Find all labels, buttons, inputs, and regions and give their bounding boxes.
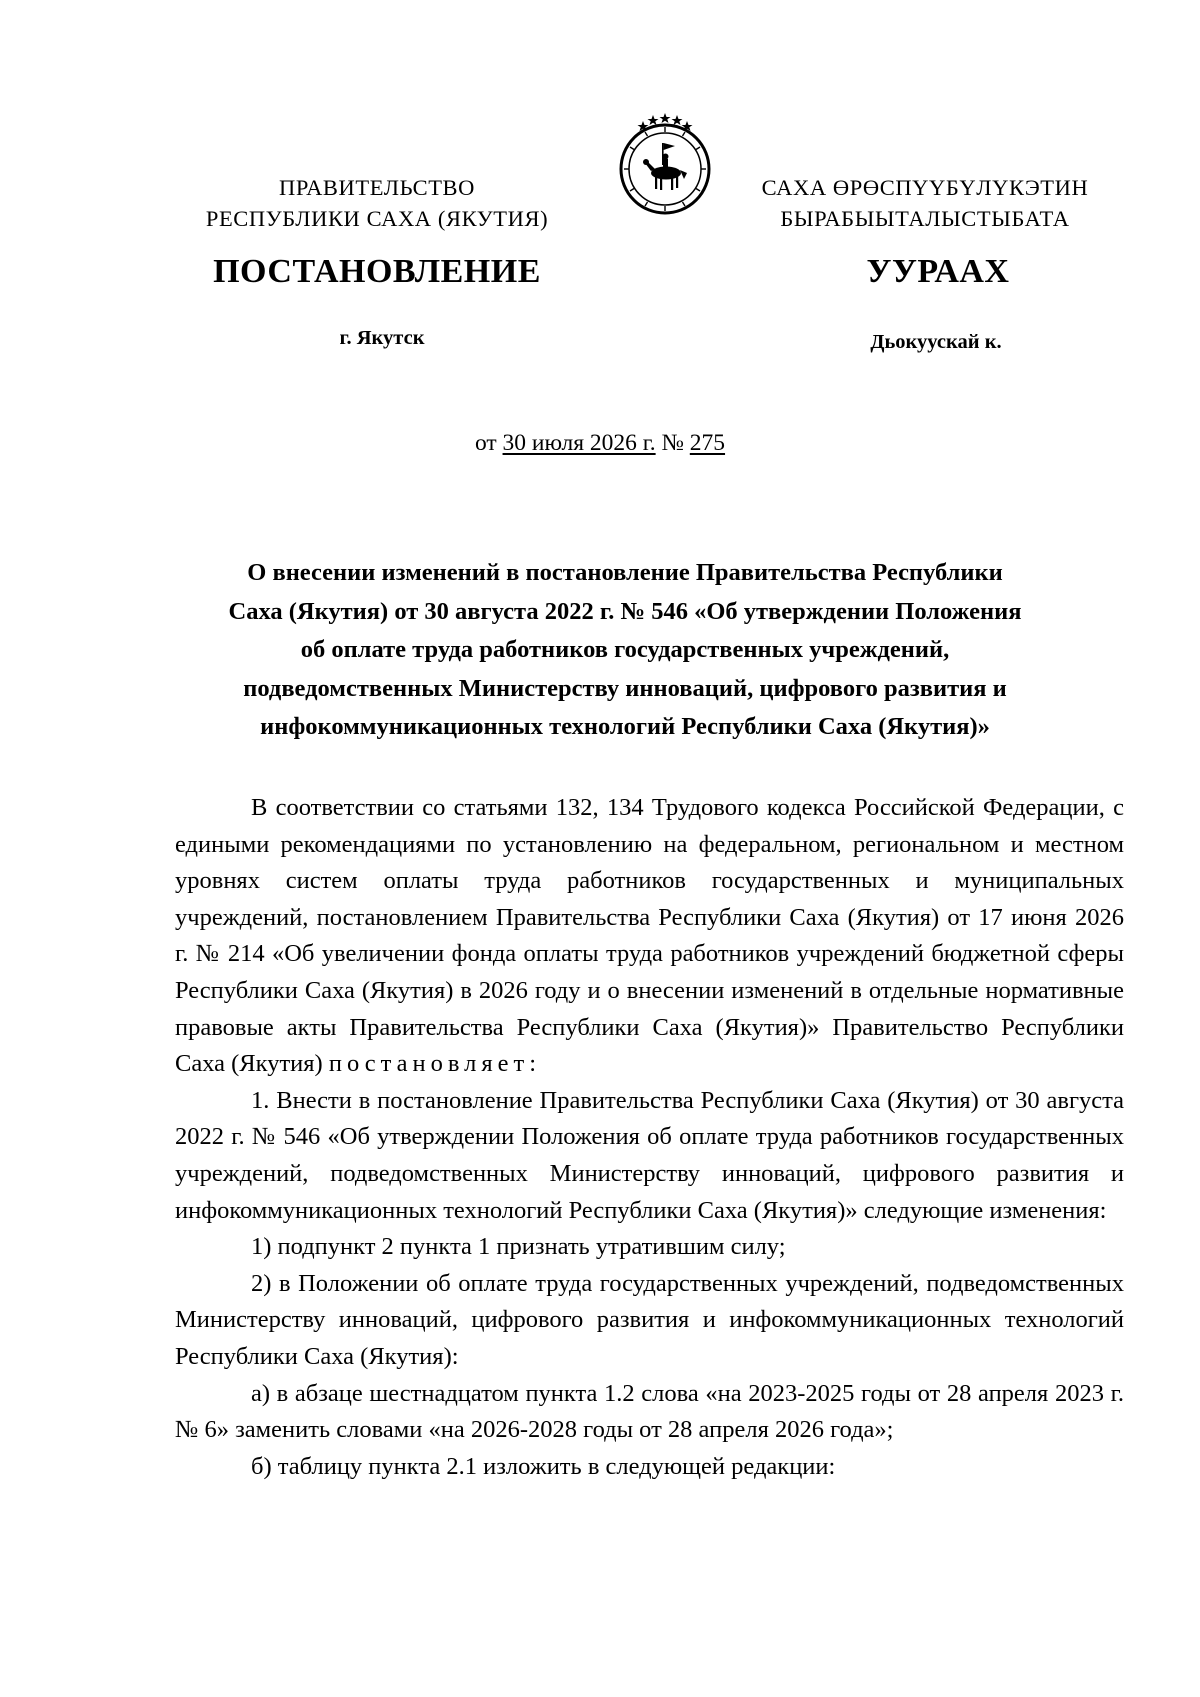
- doc-type-sakha: УУРААХ: [866, 253, 1010, 290]
- paragraph-1: 1. Внести в постановление Правительства Республики Саха (Якутия) от 30 августа 2022 г. № 546 «Об утверждении Положения об оплате труда работников государственных учреждений, подведомственных Министерству инноваций, цифрового развития и инфокоммуникационных технологий Республики Саха (Якутия)» следующие изменения:: [175, 1086, 1124, 1224]
- number-sign: №: [661, 430, 684, 456]
- header-right-line1: САХА ӨРӨСПYYБYЛYКЭТИН: [761, 175, 1089, 200]
- document-body: [175, 790, 1124, 1485]
- doc-type-ru: ПОСТАНОВЛЕНИЕ: [213, 253, 541, 290]
- header-left-org: [182, 172, 572, 234]
- subparagraph-1-2-b: б) таблицу пункта 2.1 изложить в следующей редакции:: [251, 1452, 836, 1480]
- title-line: Саха (Якутия) от 30 августа 2022 г. № 546 «Об утверждении Положения: [228, 597, 1022, 625]
- header-left-line1: ПРАВИТЕЛЬСТВО: [278, 175, 475, 200]
- subparagraph-1-2: 2) в Положении об оплате труда государственных учреждений, подведомственных Министерству инноваций, цифрового развития и инфокоммуникационных технологий Республики Саха (Якутия):: [175, 1269, 1124, 1370]
- title-line: инфокоммуникационных технологий Республики Саха (Якутия)»: [260, 713, 990, 740]
- title-line: О внесении изменений в постановление Правительства Республики: [247, 559, 1003, 586]
- city-sakha: Дьокуускай к.: [870, 331, 1002, 353]
- header-right-line2: БЫРАБЫЫТАЛЫСТЫБАТА: [780, 206, 1070, 231]
- date-prefix: от: [474, 430, 497, 456]
- subparagraph-1-2-a: а) в абзаце шестнадцатом пункта 1.2 слова «на 2023-2025 годы от 28 апреля 2023 г. № 6» заменить словами «на 2026-2028 годы от 28 апреля 2026 года»;: [175, 1379, 1124, 1444]
- title-line: подведомственных Министерству инноваций, цифрового развития и: [243, 674, 1007, 702]
- coat-of-arms-icon: [611, 107, 719, 219]
- subparagraph-1-1: 1) подпункт 2 пункта 1 признать утратившим силу;: [251, 1233, 786, 1261]
- header-left-line2: РЕСПУБЛИКИ САХА (ЯКУТИЯ): [205, 206, 549, 231]
- document-number: 275: [689, 430, 726, 456]
- document-title: [160, 554, 1090, 747]
- city-ru: г. Якутск: [339, 327, 425, 349]
- preamble-paragraph: [175, 790, 1124, 1083]
- decree-word: постановляет:: [328, 1050, 542, 1078]
- title-line: об оплате труда работников государственных учреждений,: [300, 636, 950, 663]
- date-line: [0, 430, 1200, 457]
- preamble-text: В соответствии со статьями 132, 134 Трудового кодекса Российской Федерации, с едиными рекомендациями по установлению на федеральном, региональном и местном уровнях систем оплаты труда работников государственных и муниципальных учреждений, постановлением Правительства Республики Саха (Якутия) от 17 июня 2026 г. № 214 «Об увеличении фонда оплаты труда работников учреждений бюджетной сферы Республики Саха (Якутия) в 2026 году и о внесении изменений в отдельные нормативные правовые акты Правительства Республики Саха (Якутия)» Правительство Республики Саха (Якутия): [175, 794, 1124, 1078]
- header-right-org: [735, 172, 1115, 234]
- document-date: 30 июля 2026 г.: [502, 430, 656, 456]
